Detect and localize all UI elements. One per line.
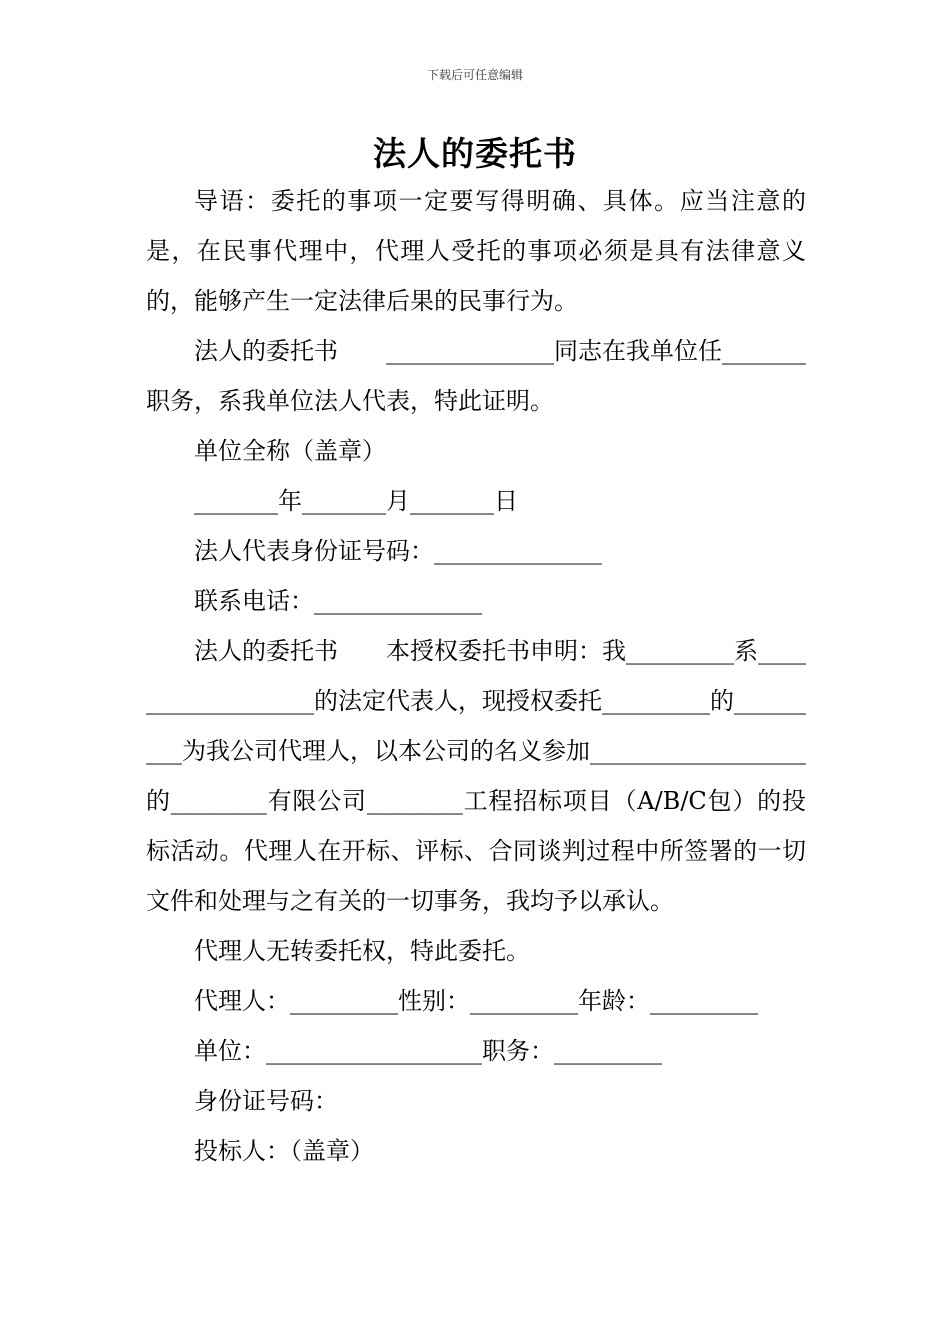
agent-info-line: 代理人：_________性别：_________年龄：_________: [194, 987, 758, 1015]
no-subdelegation-line: 代理人无转委托权，特此委托。: [194, 937, 530, 965]
document-title: 法人的委托书: [373, 134, 577, 173]
agent-id-line: 身份证号码：: [194, 1087, 338, 1115]
phone-line: 联系电话：______________: [194, 587, 482, 615]
intro-paragraph: 导语：委托的事项一定要写得明确、具体。应当注意的是，在民事代理中，代理人受托的事项必须是具有法律意义的，能够产生一定法律后果的民事行为。: [146, 187, 806, 315]
authorization-paragraph: 法人的委托书 本授权委托书申明：我_________系__________________的法定代表人，现授权委托_________的_________为我公司代理人，以本公司的名义参加__________________的________有限公司________工程招标项目（A/B/C包）的投标活动。代理人在开标、评标、合同谈判过程中所签署的一切文件和处理与之有关的一切事务，我均予以承认。: [146, 637, 806, 915]
agent-unit-line: 单位：__________________职务：_________: [194, 1037, 662, 1065]
document-body: [146, 176, 806, 1176]
legal-rep-id-line: 法人代表身份证号码：______________: [194, 537, 602, 565]
date-line: _______年_______月_______日: [194, 487, 518, 515]
bidder-seal-line: 投标人：（盖章）: [194, 1137, 374, 1165]
unit-name-line: 单位全称（盖章）: [194, 437, 386, 465]
certificate-paragraph: 法人的委托书 ______________同志在我单位任_______职务，系我单位法人代表，特此证明。: [146, 337, 806, 415]
header-note: 下载后可任意编辑: [426, 68, 523, 82]
